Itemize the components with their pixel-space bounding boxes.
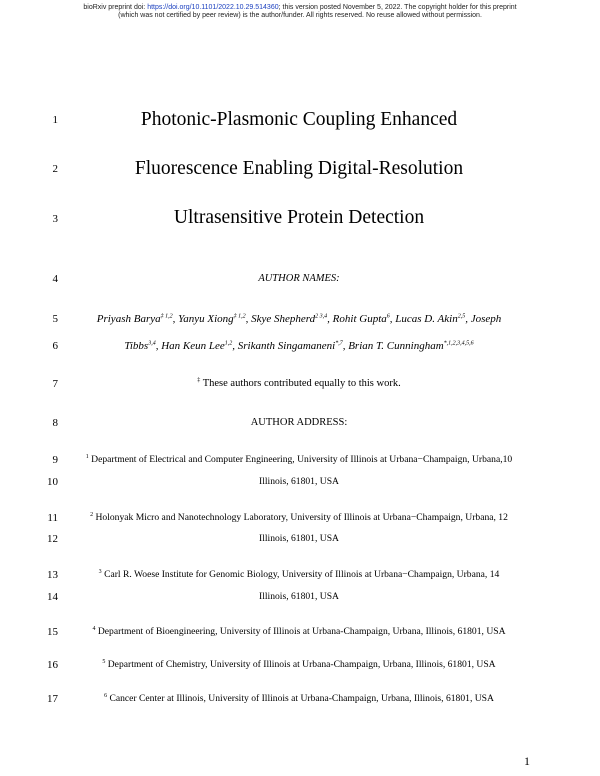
affiliation-2: $^2$ Holonyak Micro and Nanotechnology Laboratory, University of Illinois at Urbana−Champaign, Urbana, 12 — [90, 511, 508, 523]
double-dagger-symbol: ‡ — [197, 377, 201, 384]
page-number: 1 — [524, 754, 530, 768]
affiliation-4: $^4$ Department of Bioengineering, University of Illinois at Urbana-Champaign, Urbana, Illinois, 61801, USA — [92, 625, 506, 637]
preprint-header — [0, 4, 600, 20]
author-affiliation-sup: *,1,2,3,4,5,6 — [443, 340, 474, 347]
author-name: Tibbs — [124, 340, 149, 352]
authors-line-2: Tibbs$^{3,4}$, Han Keun Lee$^{1,2}$, Srikanth Singamaneni$^{*,7}$, Brian T. Cunningham$^{*,1,2,3,4,5,6}$ — [124, 340, 474, 352]
line-number: 10 — [47, 476, 58, 488]
line-number: 8 — [52, 417, 58, 429]
author-name: Srikanth Singamaneni — [237, 340, 336, 352]
affiliation-3: $^3$ Carl R. Woese Institute for Genomic Biology, University of Illinois at Urbana−Champaign, Urbana, 14 — [98, 568, 500, 580]
title-line-1: Photonic-Plasmonic Coupling Enhanced — [140, 109, 458, 130]
line-number: 13 — [47, 569, 58, 581]
line-number: 12 — [47, 533, 58, 545]
author-affiliation-sup: ‡ 1,2 — [233, 313, 246, 320]
title-line-3: Ultrasensitive Protein Detection — [173, 207, 425, 228]
line-number: 5 — [52, 313, 58, 325]
affiliation-5: $^5$ Department of Chemistry, University of Illinois at Urbana-Champaign, Urbana, Illinois, 61801, USA — [102, 658, 496, 670]
preprint-header-line2: (which was not certified by peer review) is the author/funder. All rights reserved. No reuse allowed without permission. — [118, 12, 482, 19]
line-number: 3 — [52, 213, 58, 225]
author-affiliation-sup: 2,5 — [457, 313, 466, 320]
author-name: Priyash Barya — [96, 313, 161, 325]
line-number: 1 — [52, 114, 58, 126]
author-address-heading: AUTHOR ADDRESS: — [250, 417, 348, 428]
author-affiliation-sup: 6 — [386, 313, 390, 320]
affiliation-2-cont: Illinois, 61801, USA — [259, 533, 339, 544]
author-name: Rohit Gupta — [332, 313, 387, 325]
line-number: 6 — [52, 340, 58, 352]
author-name: Lucas D. Akin — [395, 313, 458, 325]
line-number: 17 — [47, 693, 58, 705]
line-number: 2 — [52, 163, 58, 175]
affiliation-6: $^6$ Cancer Center at Illinois, University of Illinois at Urbana-Champaign, Urbana, Illinois, 61801, USA — [104, 692, 494, 704]
line-number: 14 — [47, 591, 58, 603]
author-name: Brian T. Cunningham — [348, 340, 444, 352]
author-affiliation-sup: ‡ 1,2 — [160, 313, 173, 320]
line-number: 7 — [52, 378, 58, 390]
author-names-heading: AUTHOR NAMES: — [258, 273, 340, 284]
line-number: 15 — [47, 626, 58, 638]
preprint-header-line1: bioRxiv preprint doi: https://doi.org/10.1101/2022.10.29.514360; this version posted November 5, 2022. The copyright holder for this preprint — [83, 4, 517, 11]
equal-contribution-note: ‡ These authors contributed equally to this work. — [197, 377, 401, 389]
line-number: 4 — [52, 273, 58, 285]
authors-line-1: Priyash Barya$^{\ddagger 1,2}$, Yanyu Xiong$^{\ddagger 1,2}$, Skye Shepherd$^{2 3,4}$, Rohit Gupta$^6$, Lucas D. Akin$^{2,5}$, Joseph — [96, 313, 502, 325]
line-number: 9 — [52, 454, 58, 466]
author-name: Skye Shepherd — [251, 313, 316, 325]
author-affiliation-sup: *,7 — [335, 340, 343, 347]
affiliation-1: $^1$ Department of Electrical and Computer Engineering, University of Illinois at Urbana−Champaign, Urbana,10 — [85, 453, 513, 465]
author-name: Han Keun Lee — [161, 340, 225, 352]
author-affiliation-sup: 3,4 — [148, 340, 156, 347]
title-line-2: Fluorescence Enabling Digital-Resolution — [134, 158, 464, 179]
author-name: Yanyu Xiong — [178, 313, 234, 325]
affiliation-3-cont: Illinois, 61801, USA — [259, 591, 339, 602]
author-affiliation-sup: 2 3,4 — [315, 313, 328, 320]
line-number: 11 — [47, 512, 58, 524]
line-number: 16 — [47, 659, 58, 671]
doi-link[interactable]: https://doi.org/10.1101/2022.10.29.514360 — [147, 4, 279, 11]
author-affiliation-sup: 1,2 — [224, 340, 233, 347]
affiliation-1-cont: Illinois, 61801, USA — [259, 476, 339, 487]
